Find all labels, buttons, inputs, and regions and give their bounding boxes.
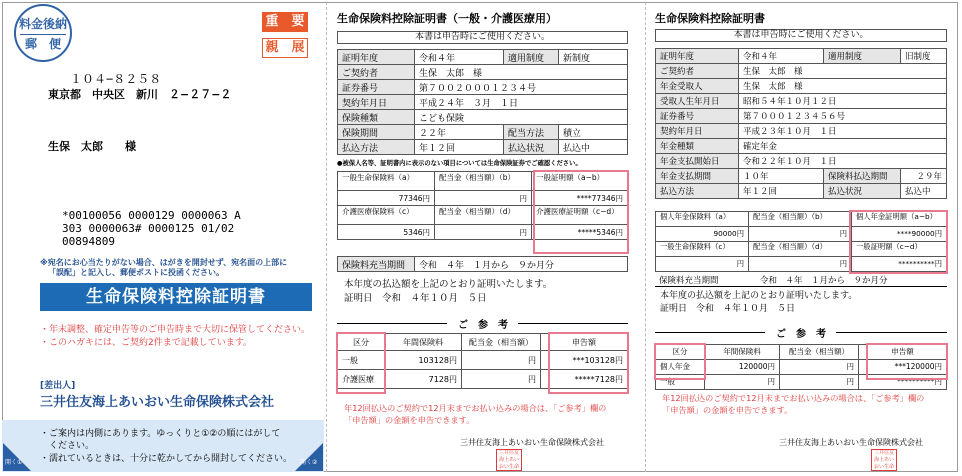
cert1-period-label: 保険料充当期間 (338, 257, 415, 272)
table-row (656, 64, 947, 79)
cert1-ref-h3: 申告額 (541, 334, 628, 351)
cert2-pension-cert: ****90000円 (852, 227, 947, 242)
cert2-ref-h0: 区分 (656, 345, 705, 360)
undeliverable-note-1: ※宛名にお心当たりがない場合、はがきを開封せず、宛名面の上部に (40, 258, 288, 267)
sender-name: 三井住友海上あいおい生命保険株式会社 (40, 395, 275, 410)
cert1-row1-label: ご契約者 (338, 65, 415, 80)
cert2-dividend-d: 円 (749, 257, 852, 272)
table-row (656, 169, 947, 184)
certificate-banner: 生命保険料控除証明書 (40, 283, 312, 311)
cert1-general-cert-label: 一般証明額（a−b） (532, 172, 628, 191)
cert1-row0-value2: 新制度 (559, 50, 628, 65)
cert2-ref-r0-category: 個人年金 (656, 360, 705, 375)
barcode-line-3: 00894809 (62, 235, 115, 248)
cert1-care-cert: *****5346円 (532, 225, 628, 240)
cert2-statement: 本年度の払込額を上記のとおり証明いたします。 (660, 291, 858, 301)
open-note-2: ください。 (40, 441, 95, 451)
table-row (338, 80, 628, 95)
cert1-ref-r0-premium: 103128円 (385, 351, 462, 370)
cert2-general-premium-label: 一般生命保険料（c） (656, 242, 749, 257)
postal-code: １０４−８２５８ (70, 72, 162, 86)
table-row (338, 257, 628, 272)
cert2-footnote-1: 年12回払込のご契約で12月末までお払い込みの場合は、「ご参考」欄の (662, 393, 925, 403)
cert1-ref-category-highlight (336, 332, 386, 394)
cert2-row9-label: 払込方法 (656, 184, 739, 199)
barcode-line-2: 303 0000063# 0000125 01/02 (62, 222, 235, 235)
cert1-info-table (337, 49, 628, 155)
cert2-row4-value: 第７０００１２３４５６号 (739, 109, 947, 124)
cert2-row0-label2: 適用制度 (824, 49, 901, 64)
cert2-subtitle: 本書は申告時にご使用ください。 (655, 29, 947, 42)
cert2-row7-label: 年金支払開始日 (656, 154, 739, 169)
cert1-ref-h2: 配当金（相当額） (462, 334, 541, 351)
cert1-cert-highlight (533, 170, 629, 254)
cert2-row3-value: 昭和５４年１０月１２日 (739, 94, 947, 109)
fold-line-1 (326, 2, 327, 472)
cert2-ref-h1: 年間保険料 (705, 345, 780, 360)
cert2-ref-h2: 配当金（相当額） (780, 345, 859, 360)
cert2-cert-highlight (849, 210, 948, 274)
cert2-pension-cert-label: 個人年金証明額（a−b） (852, 212, 947, 227)
postage-stamp-mark (14, 4, 72, 62)
cert1-row5-label2: 配当方法 (504, 125, 559, 140)
sender-label: [差出人] (40, 381, 76, 391)
cert1-ref-declared-highlight (548, 332, 629, 394)
cert1-company-seal: 三井住友海上あいおい生命 (496, 449, 522, 471)
cert2-row8-value: １０年 (739, 169, 824, 184)
table-row (656, 154, 947, 169)
table-row (656, 49, 947, 64)
cert1-ref-r1-dividend: 円 (462, 370, 541, 389)
undeliverable-note-2: 「誤配」と記入し、郵便ポストに投函ください。 (48, 268, 224, 277)
cert1-statement: 本年度の払込額を上記のとおり証明いたします。 (344, 279, 553, 290)
cert2-row0-label: 証明年度 (656, 49, 739, 64)
cert2-ref-r0-premium: 120000円 (705, 360, 780, 375)
fold-line-2 (645, 2, 646, 472)
cert1-row4-value: こども保険 (415, 110, 628, 125)
table-row (338, 65, 628, 80)
table-row (656, 79, 947, 94)
open-tab-left-label: 開く① (5, 459, 23, 466)
cert1-row3-value: 平成２４年 ３月 １日 (415, 95, 628, 110)
cert1-ref-h1: 年間保険料 (385, 334, 462, 351)
cert2-period: 令和 ４年 １月から ９か月分 (760, 276, 888, 286)
cert2-ref-declared-highlight (866, 343, 948, 380)
cert1-ref-r1-category: 介護医療 (338, 370, 385, 389)
cert2-row4-label: 証券番号 (656, 109, 739, 124)
cert2-ref-r1-premium: 円 (705, 375, 780, 390)
cert1-note: ●被保人名等、証明書内に表示のない項目については生命保険証券でご確認ください。 (337, 160, 582, 167)
cert2-pension-premium: 90000円 (656, 227, 749, 242)
cert1-row4-label: 保険種類 (338, 110, 415, 125)
table-row (656, 109, 947, 124)
cert2-ref-r1-declared: **********円 (859, 375, 947, 390)
cert1-dividend-b: 円 (435, 191, 532, 206)
cert1-row3-label: 契約年月日 (338, 95, 415, 110)
cert2-row9-value2: 払込中 (901, 184, 947, 199)
table-row (656, 184, 947, 199)
cert1-care-premium: 5346円 (338, 225, 435, 240)
cert2-ref-h3: 申告額 (859, 345, 947, 360)
table-row (656, 94, 947, 109)
cert2-row6-label: 年金種類 (656, 139, 739, 154)
cert1-row5-value2: 積立 (559, 125, 628, 140)
table-row (338, 110, 628, 125)
cert1-general-cert: ****77346円 (532, 191, 628, 206)
cert2-row2-value: 生保 太郎 様 (739, 79, 947, 94)
cert2-ref-rule-right (836, 332, 947, 333)
cert1-ref-r0-declared: ***103128円 (541, 351, 628, 370)
cert1-dividend-d-label: 配当金（相当額）（d） (435, 206, 532, 225)
cert1-ref-r0-dividend: 円 (462, 351, 541, 370)
table-row (338, 50, 628, 65)
cert2-row2-label: 年金受取人 (656, 79, 739, 94)
cert2-row5-value: 平成２３年１０月 １日 (739, 124, 947, 139)
cert2-company: 三井住友海上あいおい生命保険株式会社 (779, 438, 923, 447)
cert1-row6-value: 年１２回 (415, 140, 504, 155)
cert1-ref-rule-right (518, 323, 628, 324)
cert2-row7-value: 令和２２年１０月 １日 (739, 154, 947, 169)
cert2-company-seal: 三井住友海上あいおい生命 (871, 449, 897, 471)
confidential-badge: 親 展 (262, 38, 308, 58)
cert1-row0-label2: 適用制度 (504, 50, 559, 65)
cert1-period: 令和 ４年 １月から ９か月分 (415, 257, 628, 272)
cert1-company: 三井住友海上あいおい生命保険株式会社 (460, 438, 604, 447)
cert2-ref-rule-left (655, 332, 765, 333)
cert2-row5-label: 契約年月日 (656, 124, 739, 139)
cert1-ref-h0: 区分 (338, 334, 385, 351)
table-row (338, 140, 628, 155)
cert2-period-label: 保険料充当期間 (659, 276, 719, 286)
barcode-line-1: *00100056 0000129 0000063 A (62, 209, 241, 222)
cert2-info-table (655, 48, 947, 199)
cert2-ref-r1-dividend: 円 (780, 375, 859, 390)
cert1-cert-date: 証明日 令和 ４年１０月 ５日 (344, 293, 487, 304)
cert1-footnote-2: 「申告額」の金額を申告できます。 (344, 415, 475, 425)
cert2-pension-premium-label: 個人年金保険料（a） (656, 212, 749, 227)
important-badge: 重 要 (262, 12, 308, 32)
notice-1: ・年末調整、確定申告等のご申告時まで大切に保管してください。 (40, 325, 311, 335)
table-row (338, 125, 628, 140)
cert2-ref-category-highlight (654, 343, 706, 380)
cert1-dividend-b-label: 配当金（相当額）（b） (435, 172, 532, 191)
cert1-row2-label: 証券番号 (338, 80, 415, 95)
cert1-ref-rule-left (337, 323, 447, 324)
open-note-3: ・濡れているときは、十分に乾かしてから開封してください。 (40, 454, 293, 464)
cert2-dividend-d-label: 配当金（相当額）（d） (749, 242, 852, 257)
cert2-general-cert: **********円 (852, 257, 947, 272)
cert1-ref-r0-category: 一般 (338, 351, 385, 370)
cert2-row9-label2: 払込状況 (824, 184, 901, 199)
cert1-row0-value: 令和４年 (415, 50, 504, 65)
cert2-row1-label: ご契約者 (656, 64, 739, 79)
cert1-general-premium-label: 一般生命保険料（a） (338, 172, 435, 191)
cert2-general-cert-label: 一般証明額（c−d） (852, 242, 947, 257)
cert1-care-premium-label: 介護医療保険料（c） (338, 206, 435, 225)
cert2-cert-date: 証明日 令和 ４年１０月 ５日 (660, 304, 796, 314)
table-row (338, 95, 628, 110)
notice-2: ・このハガキには、ご契約2件まで記載しています。 (40, 338, 253, 348)
cert1-period-table (337, 256, 628, 272)
cert2-ref-r0-declared: ***120000円 (859, 360, 947, 375)
cert2-row0-value: 令和４年 (739, 49, 824, 64)
cert1-footnote-1: 年12回払込のご契約で12月末までお払い込みの場合は、「ご参考」欄の (344, 403, 607, 413)
cert2-row8-label: 年金支払期間 (656, 169, 739, 184)
recipient-name: 生保 太郎 様 (48, 140, 136, 153)
cert1-ref-title: ご 参 考 (458, 320, 508, 331)
cert2-ref-title: ご 参 考 (776, 329, 826, 340)
cert2-row9-value: 年１２回 (739, 184, 824, 199)
open-note-1: ・ご案内は内側にあります。ゆっくりと①②の順にはがして (40, 429, 281, 439)
table-row (656, 139, 947, 154)
cert2-dividend-b: 円 (749, 227, 852, 242)
cert1-row0-label: 証明年度 (338, 50, 415, 65)
table-row (656, 124, 947, 139)
cert1-ref-r1-premium: 7128円 (385, 370, 462, 389)
cert1-row1-value: 生保 太郎 様 (415, 65, 628, 80)
address: 東京都 中央区 新川 ２−２７−２ (48, 88, 232, 101)
cert1-row6-value2: 払込中 (559, 140, 628, 155)
cert1-ref-r1-declared: *****7128円 (541, 370, 628, 389)
cert2-row6-value: 確定年金 (739, 139, 947, 154)
stamp-line1: 料金後納 (18, 17, 67, 31)
cert2-row0-value2: 旧制度 (901, 49, 947, 64)
cert2-ref-r0-dividend: 円 (780, 360, 859, 375)
cert1-dividend-d: 円 (435, 225, 532, 240)
cert2-period-rule (655, 286, 947, 287)
cert1-subtitle: 本書は申告時にご使用ください。 (337, 31, 628, 44)
cert2-title: 生命保険料控除証明書 (655, 12, 765, 25)
cert1-row6-label2: 払込状況 (504, 140, 559, 155)
cert2-general-premium: 円 (656, 257, 749, 272)
cert2-row1-value: 生保 太郎 様 (739, 64, 947, 79)
cert2-ref-r1-category: 一般 (656, 375, 705, 390)
cert1-row6-label: 払込方法 (338, 140, 415, 155)
open-tab-right-label: 開く② (300, 459, 318, 466)
stamp-line2: 郵 便 (24, 37, 61, 51)
cert2-dividend-b-label: 配当金（相当額）（b） (749, 212, 852, 227)
cert1-row5-label: 保険期間 (338, 125, 415, 140)
cert1-care-cert-label: 介護医療証明額（c−d） (532, 206, 628, 225)
cert1-general-premium: 77346円 (338, 191, 435, 206)
cert1-row5-value: ２２年 (415, 125, 504, 140)
cert1-title: 生命保険料控除証明書（一般・介護医療用） (337, 12, 557, 25)
cert2-row8-value2: ２９年 (901, 169, 947, 184)
cert1-row2-value: 第７００２０００１２３４号 (415, 80, 628, 95)
cert2-row8-label2: 保険料払込期間 (824, 169, 901, 184)
cert2-row3-label: 受取人生年月日 (656, 94, 739, 109)
cert2-footnote-2: 「申告額」の金額を申告できます。 (662, 405, 793, 415)
